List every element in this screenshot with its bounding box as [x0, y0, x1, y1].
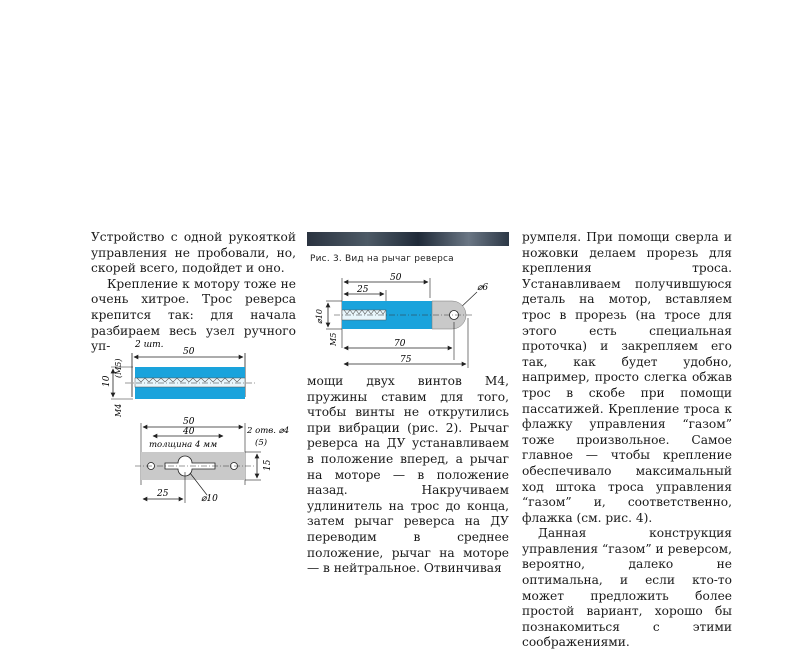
figure-caption: Рис. 3. Вид на рычаг реверса: [310, 254, 454, 264]
paragraph: Данная конструкция управления “газом” и реверсом, вероятно, далеко не оптимальна, и если кто-то может предложить более простой вариант, хорошо бы познакомиться с этими соображениями.: [522, 526, 732, 650]
dim-label: 25: [357, 285, 369, 295]
dim-label: 50: [183, 347, 195, 357]
dim-label: 2 шт.: [135, 340, 164, 350]
dim-label: (5): [255, 438, 268, 448]
dim-label: М5: [329, 332, 338, 346]
plate-drawing: [135, 417, 289, 504]
dim-label: ⌀10: [315, 309, 324, 324]
paragraph: Крепление к мотору тоже не очень хитрое. Трос реверса крепится так: для начала разбираем весь узел ручного уп-: [91, 276, 296, 354]
dim-label: 10: [102, 375, 112, 387]
dim-label: 70: [394, 339, 406, 349]
dim-label: М4: [114, 403, 123, 417]
dim-label: 2 отв. ⌀4: [247, 426, 290, 436]
paragraph: мощи двух винтов М4, пружины ставим для того, чтобы винты не открутились при вибрации (рис. 2). Рычаг реверса на ДУ устанавливаем в положение вперед, а рычаг на моторе — в положение назад. Накручиваем удлинитель на трос до конца, затем рычаг реверса на ДУ переводим в среднее положение, рычаг на моторе — в нейтральное. Отвинчивая: [307, 374, 509, 576]
dim-label: 75: [400, 355, 412, 365]
paragraph: Устройство с одной рукояткой управления не пробовали, но, скорей всего, подойдет и оно.: [91, 230, 296, 276]
dim-label: ⌀10: [201, 494, 218, 504]
dim-label: 15: [263, 459, 273, 471]
dim-label: ⌀6: [477, 283, 489, 293]
text-column-3: [522, 230, 732, 651]
figure-drawing-left: [95, 335, 310, 515]
dim-label: 50: [390, 273, 402, 283]
dim-label: (М5): [114, 358, 123, 378]
dim-label: 50: [183, 417, 195, 427]
dim-label: 40: [183, 427, 195, 437]
dim-label: толщина 4 мм: [149, 440, 218, 450]
threaded-rod-drawing: [102, 340, 255, 418]
text-column-2: [307, 374, 509, 577]
photo-fragment: [307, 232, 509, 246]
figure-drawing-lever: [312, 268, 512, 373]
paragraph: румпеля. При помощи сверла и ножовки делаем прорезь для крепления троса. Устанавливаем получившуюся деталь на мотор, вставляем трос в прорезь (на тросе для этого есть специальная проточка) и закрепляем его так, как будет удобно, например, просто слегка обжав трос в скобе при помощи пассатижей. Крепление троса к флажку управления “газом” тоже произвольное. Самое главное — чтобы крепление обеспечивало максимальный ход штока троса управления “газом” и, соответственно, флажка (см. рис. 4).: [522, 230, 732, 525]
dim-label: 25: [157, 489, 169, 499]
